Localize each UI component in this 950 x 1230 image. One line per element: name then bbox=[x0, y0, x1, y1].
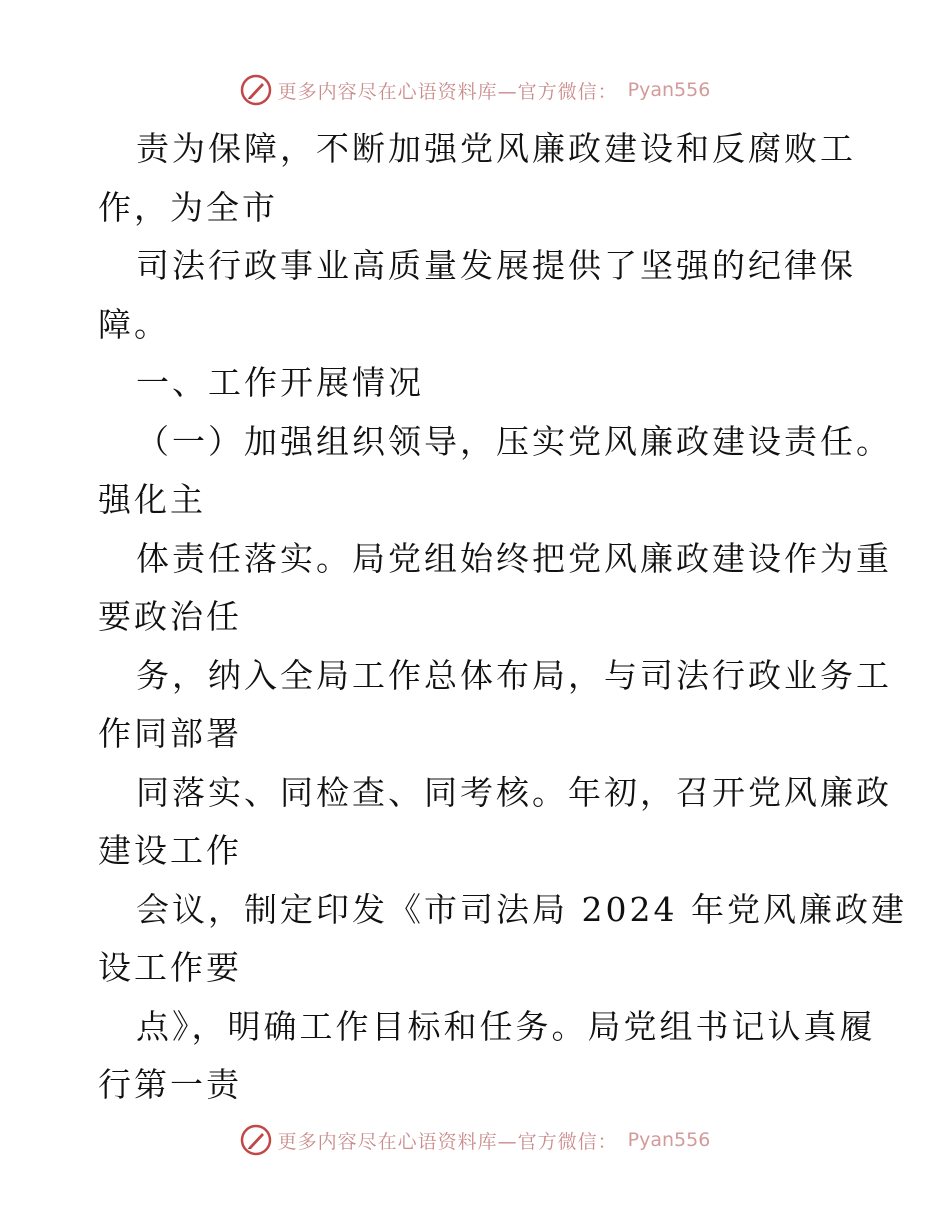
watermark-handle: Pyan556 bbox=[627, 1129, 711, 1151]
heading-line: 一、工作开展情况 bbox=[136, 363, 424, 402]
section-heading bbox=[98, 354, 858, 413]
paragraph-line-wrap: 行第一责 bbox=[98, 1065, 242, 1104]
paragraph-line: （一）加强组织领导，压实党风廉政建设责任。 bbox=[136, 421, 892, 461]
paragraph-7 bbox=[98, 881, 907, 998]
paragraph-line: 同落实、同检查、同考核。年初，召开党风廉政 bbox=[136, 772, 892, 812]
quill-logo-icon bbox=[240, 1124, 272, 1156]
paragraph-line: 会议，制定印发《市司法局 2024 年党风廉政建 bbox=[136, 889, 907, 929]
watermark-text: 更多内容尽在心语资料库—官方微信： bbox=[277, 1130, 618, 1153]
footer-watermark bbox=[0, 1124, 950, 1156]
paragraph-2 bbox=[98, 237, 858, 354]
paragraph-line: 点》，明确工作目标和任务。局党组书记认真履 bbox=[136, 1006, 876, 1046]
paragraph-1 bbox=[98, 120, 858, 237]
paragraph-6 bbox=[98, 764, 892, 881]
paragraph-line-wrap: 强化主 bbox=[98, 480, 206, 519]
document-body bbox=[98, 120, 907, 1115]
quill-logo-icon bbox=[240, 74, 272, 106]
paragraph-line: 务，纳入全局工作总体布局，与司法行政业务工 bbox=[136, 655, 892, 695]
paragraph-line: 责为保障，不断加强党风廉政建设和反腐败工 bbox=[136, 129, 856, 168]
paragraph-3 bbox=[98, 413, 892, 530]
paragraph-line-wrap: 建设工作 bbox=[98, 831, 242, 870]
paragraph-line-wrap: 障。 bbox=[98, 304, 170, 344]
paragraph-line-wrap: 设工作要 bbox=[98, 948, 242, 987]
paragraph-line: 司法行政事业高质量发展提供了坚强的纪律保 bbox=[136, 246, 856, 285]
paragraph-line-wrap: 作，为全市 bbox=[98, 187, 278, 227]
paragraph-5 bbox=[98, 647, 892, 764]
paragraph-8 bbox=[98, 998, 876, 1115]
watermark-text: 更多内容尽在心语资料库—官方微信： bbox=[277, 80, 618, 103]
paragraph-4 bbox=[98, 530, 892, 647]
header-watermark bbox=[0, 74, 950, 106]
paragraph-line: 体责任落实。局党组始终把党风廉政建设作为重 bbox=[136, 538, 892, 578]
watermark-handle: Pyan556 bbox=[627, 79, 711, 101]
paragraph-line-wrap: 作同部署 bbox=[98, 714, 242, 753]
paragraph-line-wrap: 要政治任 bbox=[98, 597, 242, 636]
